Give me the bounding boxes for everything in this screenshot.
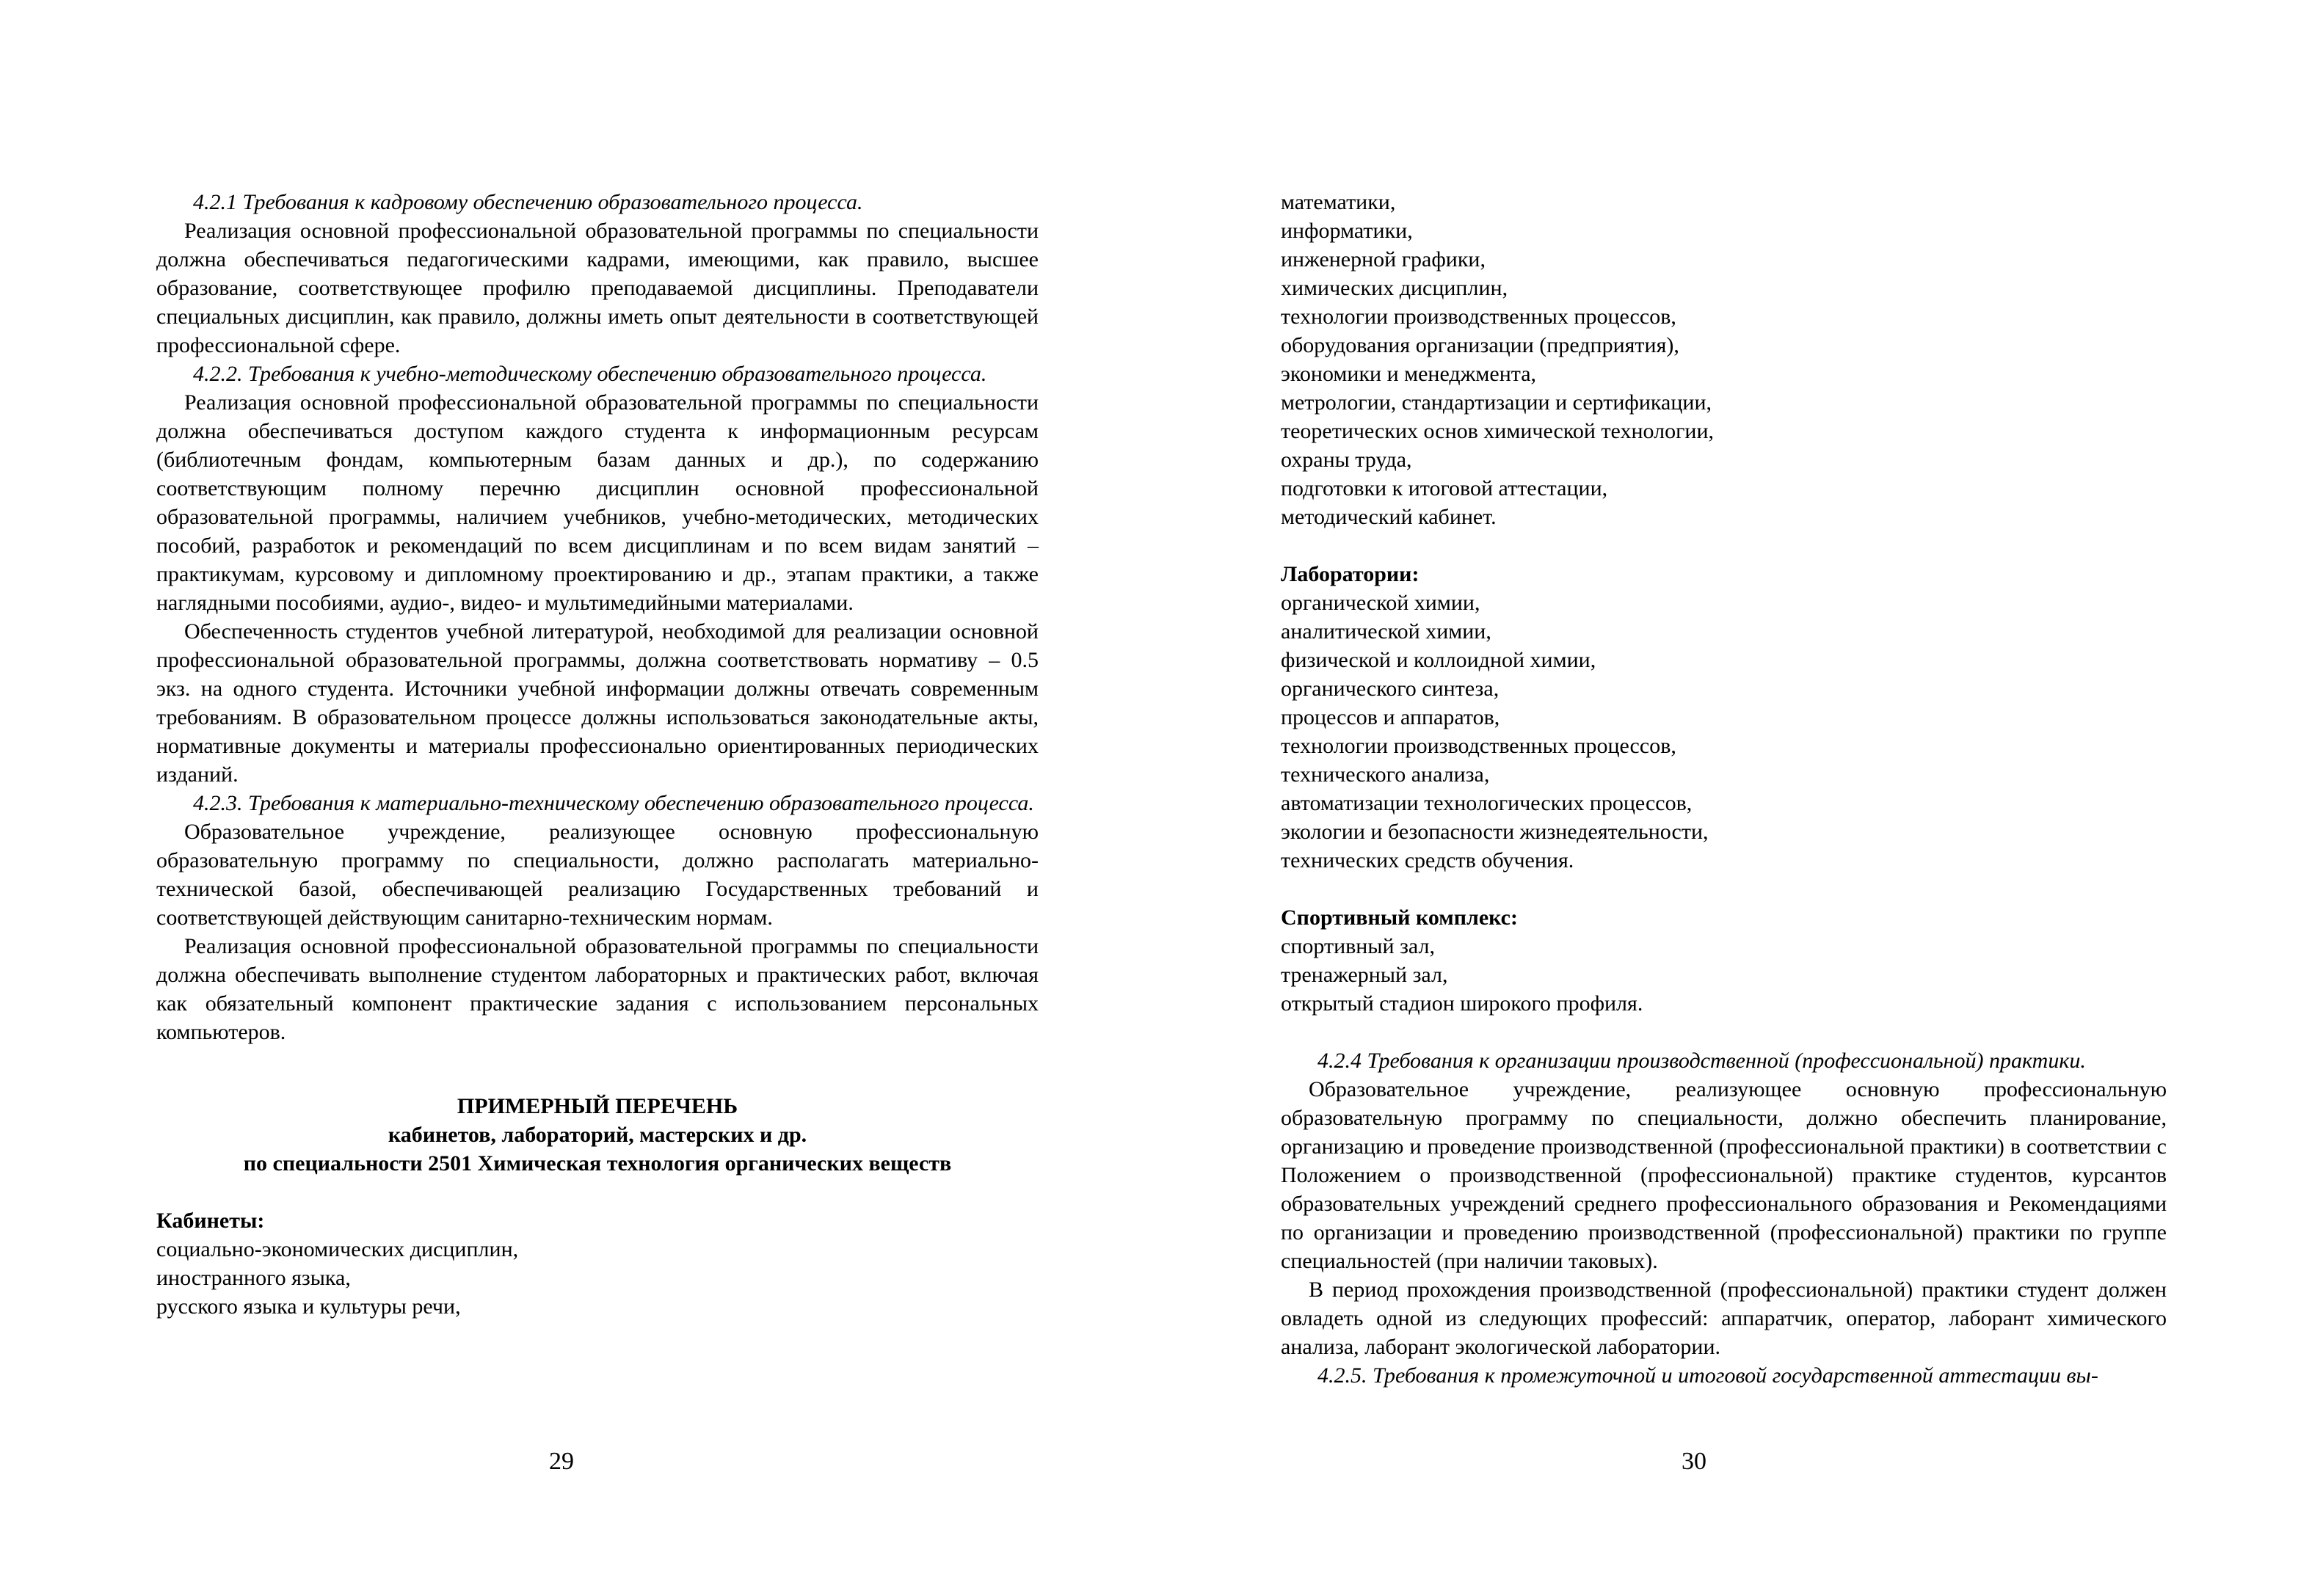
- cabinet-item: математики,: [1281, 190, 1396, 214]
- section-4-2-4-title: 4.2.4 Требования к организации производственной (профессиональной) практики.: [1317, 1049, 2086, 1073]
- list-title-block: [156, 1092, 1039, 1178]
- cabinets-heading: Кабинеты:: [156, 1209, 265, 1233]
- list-title-line-1: ПРИМЕРНЫЙ ПЕРЕЧЕНЬ: [457, 1094, 738, 1118]
- left-page-text-column: [156, 188, 1039, 1321]
- section-4-2-3-paragraph-2: Реализация основной профессиональной образовательной программы по специальности должна обеспечивать выполнение студентом лабораторных и практических работ, включая как обязательный компонент практические задания с использованием персональных компьютеров.: [156, 934, 1039, 1044]
- lab-item: физической и коллоидной химии,: [1281, 648, 1596, 672]
- cabinet-item: оборудования организации (предприятия),: [1281, 333, 1679, 357]
- section-4-2-4-paragraph-2: В период прохождения производственной (профессиональной) практики студент должен овладеть одной из следующих профессий: аппаратчик, оператор, лаборант химического анализа, лаборант экологической лаборатории.: [1281, 1278, 2167, 1359]
- cabinet-item: информатики,: [1281, 219, 1413, 243]
- page-number-left: 29: [549, 1448, 574, 1475]
- lab-item: аналитической химии,: [1281, 619, 1491, 644]
- sport-heading: Спортивный комплекс:: [1281, 906, 1518, 930]
- spacer: [1281, 1018, 2167, 1046]
- lab-item: автоматизации технологических процессов,: [1281, 791, 1693, 815]
- section-4-2-2-paragraph-2: Обеспеченность студентов учебной литературой, необходимой для реализации основной профессиональной образовательной программы, должна соответствовать нормативу – 0.5 экз. на одного студента. Источники учебной информации должны отвечать современным требованиям. В образовательном процессе должны использоваться законодательные акты, нормативные документы и материалы профессионально ориентированных периодических изданий.: [156, 619, 1039, 787]
- spacer: [156, 1178, 1039, 1206]
- section-4-2-4-paragraph-1: Образовательное учреждение, реализующее основную профессиональную образовательную программу по специальности, должно обеспечить планирование, организацию и проведение производственной (профессиональной практики) в соответствии с Положением о производственной (профессиональной) практике студентов, курсантов образовательных учреждений среднего профессионального образования и Рекомендациями по организации и проведению производственной (профессиональной) практики по группе специальностей (при наличии таковых).: [1281, 1077, 2167, 1273]
- page-number-right: 30: [1682, 1448, 1706, 1475]
- lab-item: технических средств обучения.: [1281, 848, 1574, 872]
- spacer: [1281, 531, 2167, 560]
- list-title-line-2: кабинетов, лабораторий, мастерских и др.: [388, 1123, 807, 1147]
- lab-item: процессов и аппаратов,: [1281, 705, 1500, 729]
- lab-item: органического синтеза,: [1281, 677, 1499, 701]
- section-4-2-3-paragraph-1: Образовательное учреждение, реализующее основную профессиональную образовательную программу по специальности, должно располагать материально-технической базой, обеспечивающей реализацию Государственных требований и соответствующей действующим санитарно-техническим нормам.: [156, 820, 1039, 930]
- cabinet-item: методический кабинет.: [1281, 505, 1497, 529]
- sport-item: тренажерный зал,: [1281, 963, 1448, 987]
- section-4-2-2-paragraph-1: Реализация основной профессиональной образовательной программы по специальности должна обеспечиваться доступом каждого студента к информационным ресурсам (библиотечным фондам, компьютерным базам данных и др.), по содержанию соответствующим полному перечню дисциплин основной профессиональной образовательной программы, наличием учебников, учебно-методических, методических пособий, разработок и рекомендаций по всем дисциплинам и по всем видам занятий – практикумам, курсовому и дипломному проектированию и др., этапам практики, а также наглядными пособиями, аудио-, видео- и мультимедийными материалами.: [156, 390, 1039, 615]
- cabinet-item: экономики и менеджмента,: [1281, 362, 1537, 386]
- cabinet-item: русского языка и культуры речи,: [156, 1294, 461, 1319]
- list-title-line-3: по специальности 2501 Химическая технология органических веществ: [243, 1151, 952, 1176]
- section-4-2-2-title: 4.2.2. Требования к учебно-методическому обеспечению образовательного процесса.: [193, 362, 987, 386]
- section-4-2-3-title: 4.2.3. Требования к материально-техническому обеспечению образовательного процесса.: [193, 791, 1034, 815]
- spacer: [1281, 875, 2167, 903]
- right-page-text-column: [1281, 188, 2167, 1390]
- section-4-2-1-paragraph: Реализация основной профессиональной образовательной программы по специальности должна обеспечиваться педагогическими кадрами, имеющими, как правило, высшее образование, соответствующее профилю преподаваемой дисциплины. Преподаватели специальных дисциплин, как правило, должны иметь опыт деятельности в соответствующей профессиональной сфере.: [156, 219, 1039, 357]
- cabinet-item: метрологии, стандартизации и сертификации,: [1281, 390, 1712, 415]
- section-4-2-1-title: 4.2.1 Требования к кадровому обеспечению образовательного процесса.: [193, 190, 863, 214]
- cabinet-item: инженерной графики,: [1281, 247, 1486, 272]
- cabinet-item: технологии производственных процессов,: [1281, 305, 1676, 329]
- lab-item: технологии производственных процессов,: [1281, 734, 1676, 758]
- right-page: [1156, 0, 2312, 1596]
- lab-item: технического анализа,: [1281, 762, 1490, 787]
- lab-item: органической химии,: [1281, 591, 1480, 615]
- sport-item: спортивный зал,: [1281, 934, 1435, 958]
- labs-heading: Лаборатории:: [1281, 562, 1419, 586]
- cabinet-item: иностранного языка,: [156, 1266, 351, 1290]
- cabinet-item: теоретических основ химической технологии,: [1281, 419, 1715, 443]
- lab-item: экологии и безопасности жизнедеятельности,: [1281, 820, 1709, 844]
- cabinet-item: химических дисциплин,: [1281, 276, 1508, 300]
- sport-item: открытый стадион широкого профиля.: [1281, 991, 1643, 1016]
- cabinet-item: подготовки к итоговой аттестации,: [1281, 476, 1608, 500]
- cabinet-item: социально-экономических дисциплин,: [156, 1237, 519, 1261]
- section-4-2-5-title: 4.2.5. Требования к промежуточной и итоговой государственной аттестации вы-: [1317, 1363, 2098, 1388]
- cabinet-item: охраны труда,: [1281, 448, 1412, 472]
